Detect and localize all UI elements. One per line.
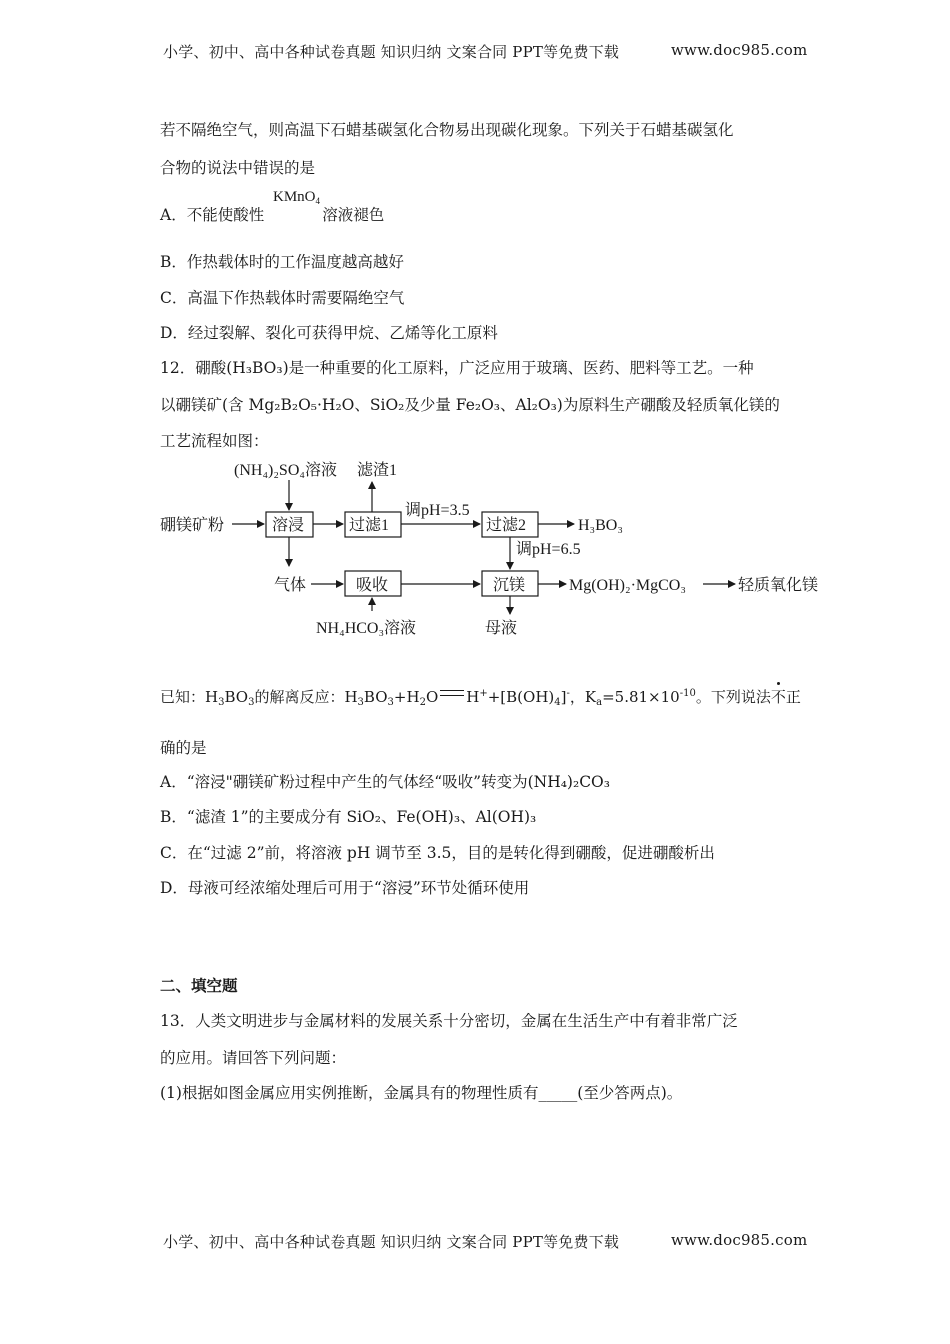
q12-line2: 以硼镁矿(含 Mg₂B₂O₅·H₂O、SiO₂及少量 Fe₂O₃、Al₂O₃)为原料生产硼酸及轻质氧化镁的 [160,396,780,414]
emphasis-not: 不 [770,688,786,706]
q11-option-c: C．高温下作热载体时需要隔绝空气 [160,289,405,307]
process-flow-diagram [0,0,950,660]
q13-line2: 的应用。请回答下列问题： [160,1049,347,1067]
page-footer [163,1231,808,1252]
header-text: 小学、初中、高中各种试卷真题 知识归纳 文案合同 PPT等免费下载 [163,43,620,61]
q11-line1: 若不隔绝空气，则高温下石蜡基碳氢化合物易出现碳化现象。下列关于石蜡基碳氢化 [160,121,734,139]
q12-line-end: 确的是 [160,739,207,757]
q12-option-b: B．“滤渣 1”的主要成分有 SiO₂、Fe(OH)₃、Al(OH)₃ [160,808,537,826]
label-reagent2: NH₄HCO₃溶液 [316,620,417,637]
label-box5: 沉镁 [493,577,526,594]
section-title-fill-blank: 二、填空题 [160,976,238,995]
label-product2: 轻质氧化镁 [738,577,819,594]
label-box4: 吸收 [356,577,389,594]
footer-url[interactable]: www.doc985.com [671,1231,808,1249]
q12-known-line: 已知：$H_3BO_3$的解离反应：$H_3BO_3+H_2O$ $H^++[B(OH)_4]^-$，$K_a=5.81\times 10^{-10}$。下列说法不正 [160,688,801,708]
q11-line2: 合物的说法中错误的是 [160,159,316,177]
q12-option-a: A．“溶浸"硼镁矿粉过程中产生的气体经“吸收”转变为(NH₄)₂CO₃ [160,773,610,791]
label-reagent1: (NH₄)₂SO₄溶液 [234,462,337,479]
q11-option-a-post: 溶液褪色 [322,206,385,224]
label-ph2: 调pH=6.5 [516,541,581,558]
label-product1: H₃BO₃ [578,517,623,534]
header-url[interactable]: www.doc985.com [671,41,808,59]
q11-option-d: D．经过裂解、裂化可获得甲烷、乙烯等化工原料 [160,324,498,342]
label-raw: 硼镁矿粉 [160,517,225,534]
label-intermediate: Mg(OH)₂·MgCO₃ [569,577,686,594]
q12-option-c: C．在“过滤 2”前，将溶液 pH 调节至 3.5，目的是转化得到硼酸，促进硼酸析出 [160,844,715,862]
q12-line3: 工艺流程如图： [160,432,269,450]
equilibrium-arrow [440,688,464,700]
label-mother: 母液 [485,620,518,637]
label-residue: 滤渣1 [357,462,398,479]
q12-option-d: D．母液可经浓缩处理后可用于“溶浸”环节处循环使用 [160,879,530,897]
label-box1: 溶浸 [272,517,305,534]
q13-line1: 13．人类文明进步与金属材料的发展关系十分密切，金属在生活生产中有着非常广泛 [160,1012,738,1030]
q13-line3: (1)根据如图金属应用实例推断，金属具有的物理性质有_____(至少答两点)。 [160,1084,683,1102]
kmno4-formula: KMnO$_4$ [273,189,321,206]
footer-text: 小学、初中、高中各种试卷真题 知识归纳 文案合同 PPT等免费下载 [163,1233,620,1251]
label-ph1: 调pH=3.5 [405,502,470,519]
label-box2: 过滤1 [349,517,390,534]
q11-option-a-pre: A．不能使酸性 [160,206,265,224]
label-box3: 过滤2 [486,517,527,534]
label-gas: 气体 [274,577,307,594]
q12-line1: 12．硼酸(H₃BO₃)是一种重要的化工原料，广泛应用于玻璃、医药、肥料等工艺。一种 [160,359,754,377]
q11-option-b: B．作热载体时的工作温度越高越好 [160,253,404,271]
